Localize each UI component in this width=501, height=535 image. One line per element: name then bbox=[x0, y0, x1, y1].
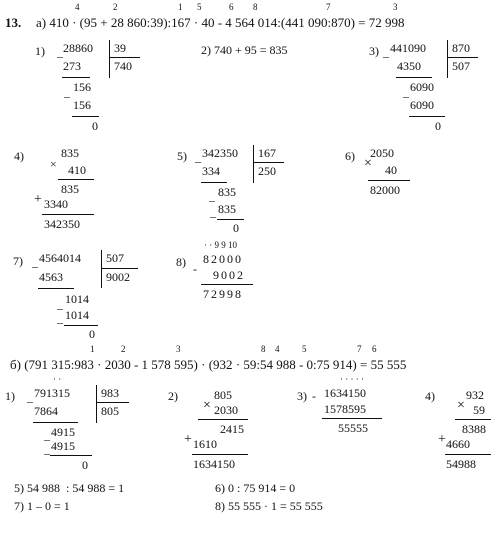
divisor: 870 bbox=[452, 41, 470, 55]
quotient: 250 bbox=[258, 164, 276, 178]
partial-row: 6090 bbox=[410, 80, 434, 94]
minus-sign: _ bbox=[210, 205, 216, 219]
division-line bbox=[254, 162, 284, 163]
order-mark: 7 bbox=[357, 344, 362, 354]
step-label: 1) bbox=[5, 389, 15, 403]
minus-sign: _ bbox=[57, 311, 63, 325]
partial-product: 4660 bbox=[446, 437, 470, 451]
quotient: 507 bbox=[452, 59, 470, 73]
partial-product: 835 bbox=[61, 182, 79, 196]
expression-a: а) 410 · (95 + 28 860:39):167 · 40 - 4 564 014:(441 090:870) = 72 998 bbox=[36, 15, 405, 30]
partial-row: 835 bbox=[218, 185, 236, 199]
subtract-line bbox=[72, 116, 99, 117]
step-label: 8) bbox=[176, 255, 186, 269]
division-bar bbox=[447, 40, 448, 78]
order-mark: 5 bbox=[197, 2, 202, 12]
partial-row: 1014 bbox=[65, 308, 89, 322]
quotient: 9002 bbox=[106, 270, 130, 284]
minus-sign: - bbox=[193, 262, 197, 276]
minus-sign: _ bbox=[27, 390, 33, 404]
dividend: 791315 bbox=[34, 386, 70, 400]
subtract-line bbox=[217, 219, 244, 220]
partial-row: 4563 bbox=[39, 270, 63, 284]
subtract-line bbox=[50, 455, 92, 456]
multiply-line bbox=[455, 419, 491, 420]
subtract-line bbox=[62, 77, 90, 78]
order-mark: 1 bbox=[90, 344, 95, 354]
factor: 2030 bbox=[214, 403, 238, 417]
partial-product: 2415 bbox=[220, 422, 244, 436]
order-mark: 8 bbox=[253, 2, 258, 12]
minus-sign: _ bbox=[57, 297, 63, 311]
step-label: 7) bbox=[13, 254, 23, 268]
remainder: 0 bbox=[92, 119, 98, 133]
partial-row: 156 bbox=[73, 80, 91, 94]
dividend: 342350 bbox=[202, 146, 238, 160]
subtract-line bbox=[201, 284, 253, 285]
division-line bbox=[97, 402, 129, 403]
plus-sign: + bbox=[34, 192, 42, 207]
minus-sign: _ bbox=[195, 150, 201, 164]
step-text: 7) 1 – 0 = 1 bbox=[14, 499, 70, 513]
partial-product: 8388 bbox=[462, 422, 486, 436]
division-bar bbox=[101, 250, 102, 288]
remainder: 0 bbox=[82, 458, 88, 472]
divisor: 983 bbox=[101, 386, 119, 400]
times-sign: × bbox=[457, 398, 465, 413]
minus-sign: _ bbox=[403, 85, 409, 99]
dividend: 28860 bbox=[63, 41, 93, 55]
minus-sign: _ bbox=[64, 85, 70, 99]
divisor: 39 bbox=[114, 41, 126, 55]
minus-sign: - bbox=[312, 389, 316, 403]
minus-sign: _ bbox=[209, 189, 215, 203]
partial-row: 6090 bbox=[410, 98, 434, 112]
partial-product: 1610 bbox=[193, 437, 217, 451]
times-sign: × bbox=[203, 398, 211, 413]
partial-row: 4915 bbox=[51, 425, 75, 439]
subtract-line bbox=[396, 77, 432, 78]
partial-row: 1014 bbox=[65, 292, 89, 306]
dividend: 441090 bbox=[390, 41, 426, 55]
order-mark: 3 bbox=[176, 344, 181, 354]
sum-line bbox=[445, 454, 491, 455]
factor: 59 bbox=[473, 403, 485, 417]
divisor: 167 bbox=[258, 146, 276, 160]
minus-sign: _ bbox=[57, 45, 63, 59]
product: 1634150 bbox=[193, 457, 235, 471]
product: 82000 bbox=[370, 183, 400, 197]
step-label: 3) bbox=[369, 44, 379, 58]
step-text: 2) 740 + 95 = 835 bbox=[201, 43, 288, 57]
order-mark: 4 bbox=[75, 2, 80, 12]
factor: 932 bbox=[466, 388, 484, 402]
order-mark: 8 bbox=[261, 344, 266, 354]
step-text: 6) 0 : 75 914 = 0 bbox=[215, 481, 296, 495]
order-mark: 3 bbox=[393, 2, 398, 12]
dividend: 4564014 bbox=[39, 251, 81, 265]
factor: 835 bbox=[61, 146, 79, 160]
division-bar bbox=[253, 145, 254, 183]
step-label: 5) bbox=[177, 149, 187, 163]
subtract-line bbox=[64, 325, 98, 326]
factor: 805 bbox=[214, 388, 232, 402]
subtract-line bbox=[322, 418, 382, 419]
partial-row: 4915 bbox=[51, 439, 75, 453]
division-line bbox=[448, 57, 478, 58]
factor: 40 bbox=[385, 163, 397, 177]
minus-sign: _ bbox=[383, 45, 389, 59]
difference: 55555 bbox=[338, 421, 368, 435]
remainder: 0 bbox=[435, 119, 441, 133]
subtrahend: 9002 bbox=[213, 268, 245, 282]
step-label: 4) bbox=[14, 149, 24, 163]
partial-row: 273 bbox=[63, 59, 81, 73]
subtract-line bbox=[38, 288, 74, 289]
minus-sign: _ bbox=[44, 428, 50, 442]
remainder: 0 bbox=[89, 327, 95, 341]
step-label: 6) bbox=[345, 149, 355, 163]
partial-row: 835 bbox=[218, 202, 236, 216]
order-mark: 6 bbox=[372, 344, 377, 354]
product: 342350 bbox=[44, 217, 80, 231]
order-mark: 1 bbox=[178, 2, 183, 12]
quotient: 740 bbox=[114, 59, 132, 73]
division-bar bbox=[96, 385, 97, 423]
plus-sign: + bbox=[184, 432, 192, 447]
step-label: 2) bbox=[168, 389, 178, 403]
borrow-marks: · · bbox=[53, 374, 62, 384]
step-text: 8) 55 555 · 1 = 55 555 bbox=[215, 499, 323, 513]
factor: 410 bbox=[68, 163, 86, 177]
order-mark: 5 bbox=[302, 344, 307, 354]
multiply-line bbox=[368, 180, 410, 181]
partial-row: 7864 bbox=[34, 404, 58, 418]
multiply-line bbox=[58, 179, 94, 180]
times-sign: × bbox=[50, 157, 57, 171]
divisor: 507 bbox=[106, 251, 124, 265]
borrow-marks: · · · · · bbox=[340, 374, 364, 384]
partial-row: 156 bbox=[73, 98, 91, 112]
step-label: 3) bbox=[297, 389, 307, 403]
times-sign: × bbox=[364, 156, 372, 171]
expression-b: б) (791 315:983 · 2030 - 1 578 595) · (932 · 59:54 988 - 0:75 914) = 55 555 bbox=[10, 357, 407, 372]
partial-row: 4350 bbox=[397, 59, 421, 73]
sum-line bbox=[192, 454, 248, 455]
factor: 2050 bbox=[370, 146, 394, 160]
order-mark: 7 bbox=[326, 2, 331, 12]
step-text: 5) 54 988 : 54 988 = 1 bbox=[14, 481, 125, 495]
order-mark: 2 bbox=[113, 2, 118, 12]
minus-sign: _ bbox=[44, 442, 50, 456]
minuend: 82000 bbox=[203, 252, 243, 266]
subtract-line bbox=[33, 422, 78, 423]
division-bar bbox=[109, 40, 110, 78]
order-mark: 6 bbox=[229, 2, 234, 12]
minus-sign: _ bbox=[32, 255, 38, 269]
product: 54988 bbox=[446, 457, 476, 471]
multiply-line bbox=[198, 419, 248, 420]
order-mark: 4 bbox=[275, 344, 280, 354]
subtrahend: 1578595 bbox=[324, 402, 366, 416]
borrow-marks: · · 9 9 10 bbox=[204, 240, 237, 250]
order-mark: 2 bbox=[121, 344, 126, 354]
partial-row: 334 bbox=[202, 164, 220, 178]
difference: 72998 bbox=[203, 287, 243, 301]
quotient: 805 bbox=[101, 404, 119, 418]
problem-number: 13. bbox=[5, 15, 22, 30]
division-line bbox=[110, 57, 140, 58]
step-label: 4) bbox=[425, 389, 435, 403]
partial-product: 3340 bbox=[44, 197, 68, 211]
remainder: 0 bbox=[233, 221, 239, 235]
sum-line bbox=[42, 214, 94, 215]
step-label: 1) bbox=[35, 44, 45, 58]
minuend: 1634150 bbox=[324, 386, 366, 400]
plus-sign: + bbox=[438, 432, 446, 447]
division-line bbox=[102, 268, 138, 269]
subtract-line bbox=[201, 182, 227, 183]
subtract-line bbox=[409, 116, 445, 117]
